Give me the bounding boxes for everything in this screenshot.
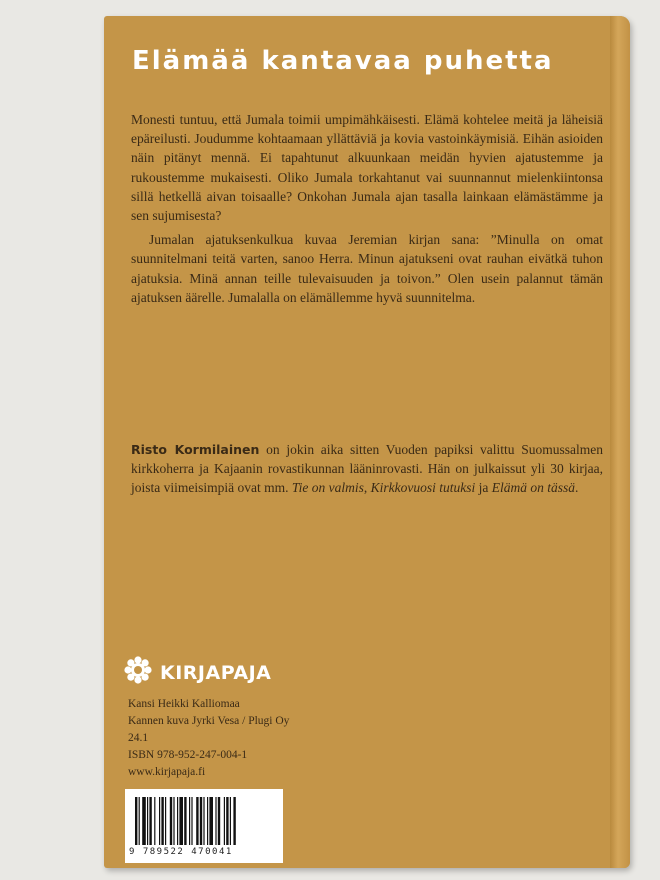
credit-class-number: 24.1 bbox=[128, 732, 149, 744]
blurb-text bbox=[131, 110, 603, 307]
barcode-bar bbox=[230, 797, 231, 845]
barcode-bar bbox=[224, 797, 225, 845]
barcode bbox=[125, 789, 283, 863]
author-bio-text: on jokin aika sitten Vuoden papiksi valittu Suomussalmen kirkkoherra ja Kajaanin rovastikunnan lääninrovasti. Hän on julkaissut yli 30 kirjaa, joista viimeisimpiä ovat mm. bbox=[131, 442, 604, 496]
barcode-bar bbox=[184, 797, 186, 845]
barcode-bar bbox=[159, 797, 160, 845]
book-title-2: Kirkkovuosi tutuksi bbox=[370, 480, 476, 496]
barcode-bar bbox=[149, 797, 151, 845]
barcode-bar bbox=[170, 797, 172, 845]
credit-isbn: ISBN 978-952-247-004-1 bbox=[128, 749, 248, 761]
credit-cover-photo: Kannen kuva Jyrki Vesa / Plugi Oy bbox=[128, 715, 290, 727]
barcode-bar bbox=[207, 797, 208, 845]
credits-block bbox=[128, 696, 289, 781]
book-title-3: Elämä on tässä bbox=[491, 480, 576, 496]
publisher-logo bbox=[124, 656, 271, 689]
barcode-bar bbox=[218, 797, 220, 845]
barcode-bar bbox=[165, 797, 166, 845]
author-bio bbox=[131, 440, 603, 498]
barcode-bar bbox=[173, 797, 174, 845]
barcode-bar bbox=[233, 797, 235, 845]
period: . bbox=[575, 480, 579, 496]
barcode-bar bbox=[161, 797, 163, 845]
book-spine-edge bbox=[610, 16, 630, 868]
publisher-name: KIRJAPAJA bbox=[160, 661, 272, 684]
barcode-bar bbox=[196, 797, 198, 845]
separator: ja bbox=[475, 480, 492, 496]
cover-title: Elämää kantavaa puhetta bbox=[132, 46, 554, 76]
barcode-bar bbox=[147, 797, 148, 845]
blurb-paragraph-2: Jumalan ajatuksenkulkua kuvaa Jeremian kirjan sana: ”Minulla on omat suunnitelmani teitä varten, sanoo Herra. Minun ajatukseni ovat rauhan eivätkä tuhon ajatuksia. Minä annan teille tulevaisuuden ja toivon.” Olen usein palannut tämän ajatuksen äärelle. Jumalalla on elämällemme hyvä suunnitelma. bbox=[131, 232, 603, 305]
credit-cover-design: Kansi Heikki Kalliomaa bbox=[128, 698, 240, 710]
barcode-bar bbox=[226, 797, 228, 845]
barcode-bars bbox=[135, 797, 273, 845]
barcode-bar bbox=[177, 797, 178, 845]
separator: , bbox=[363, 480, 371, 496]
barcode-number: 9 789522 470041 bbox=[129, 847, 233, 857]
barcode-bar bbox=[135, 797, 137, 845]
book-title-1: Tie on valmis bbox=[291, 480, 364, 496]
barcode-bar bbox=[209, 797, 213, 845]
barcode-bar bbox=[154, 797, 155, 845]
credit-website: www.kirjapaja.fi bbox=[128, 766, 206, 778]
book-back-cover bbox=[104, 16, 630, 868]
barcode-bar bbox=[142, 797, 146, 845]
barcode-bar bbox=[139, 797, 140, 845]
barcode-bar bbox=[200, 797, 202, 845]
star-flower-icon bbox=[124, 656, 152, 689]
barcode-bar bbox=[203, 797, 204, 845]
barcode-bar bbox=[191, 797, 192, 845]
barcode-bar bbox=[215, 797, 216, 845]
barcode-bar bbox=[189, 797, 190, 845]
blurb-paragraph-1: Monesti tuntuu, että Jumala toimii umpimähkäisesti. Elämä kohtelee meitä ja läheisiä epäreilusti. Joudumme kohtaamaan yllättäviä ja kovia vastoinkäymisiä. Eihän asioiden näin pitänyt mennä. Ei tapahtunut alkuunkaan meidän hyvien ajatustemme ja rukoustemme mukaisesti. Oliko Jumala torkahtanut vai suunnannut mielenkiintonsa sillä hetkellä aivan toisaalle? Onkohan Jumala ajan tasalla lainkaan elämästämme ja sen sujumisesta? bbox=[131, 112, 603, 224]
barcode-bar bbox=[179, 797, 183, 845]
author-name: Risto Kormilainen bbox=[131, 442, 260, 457]
